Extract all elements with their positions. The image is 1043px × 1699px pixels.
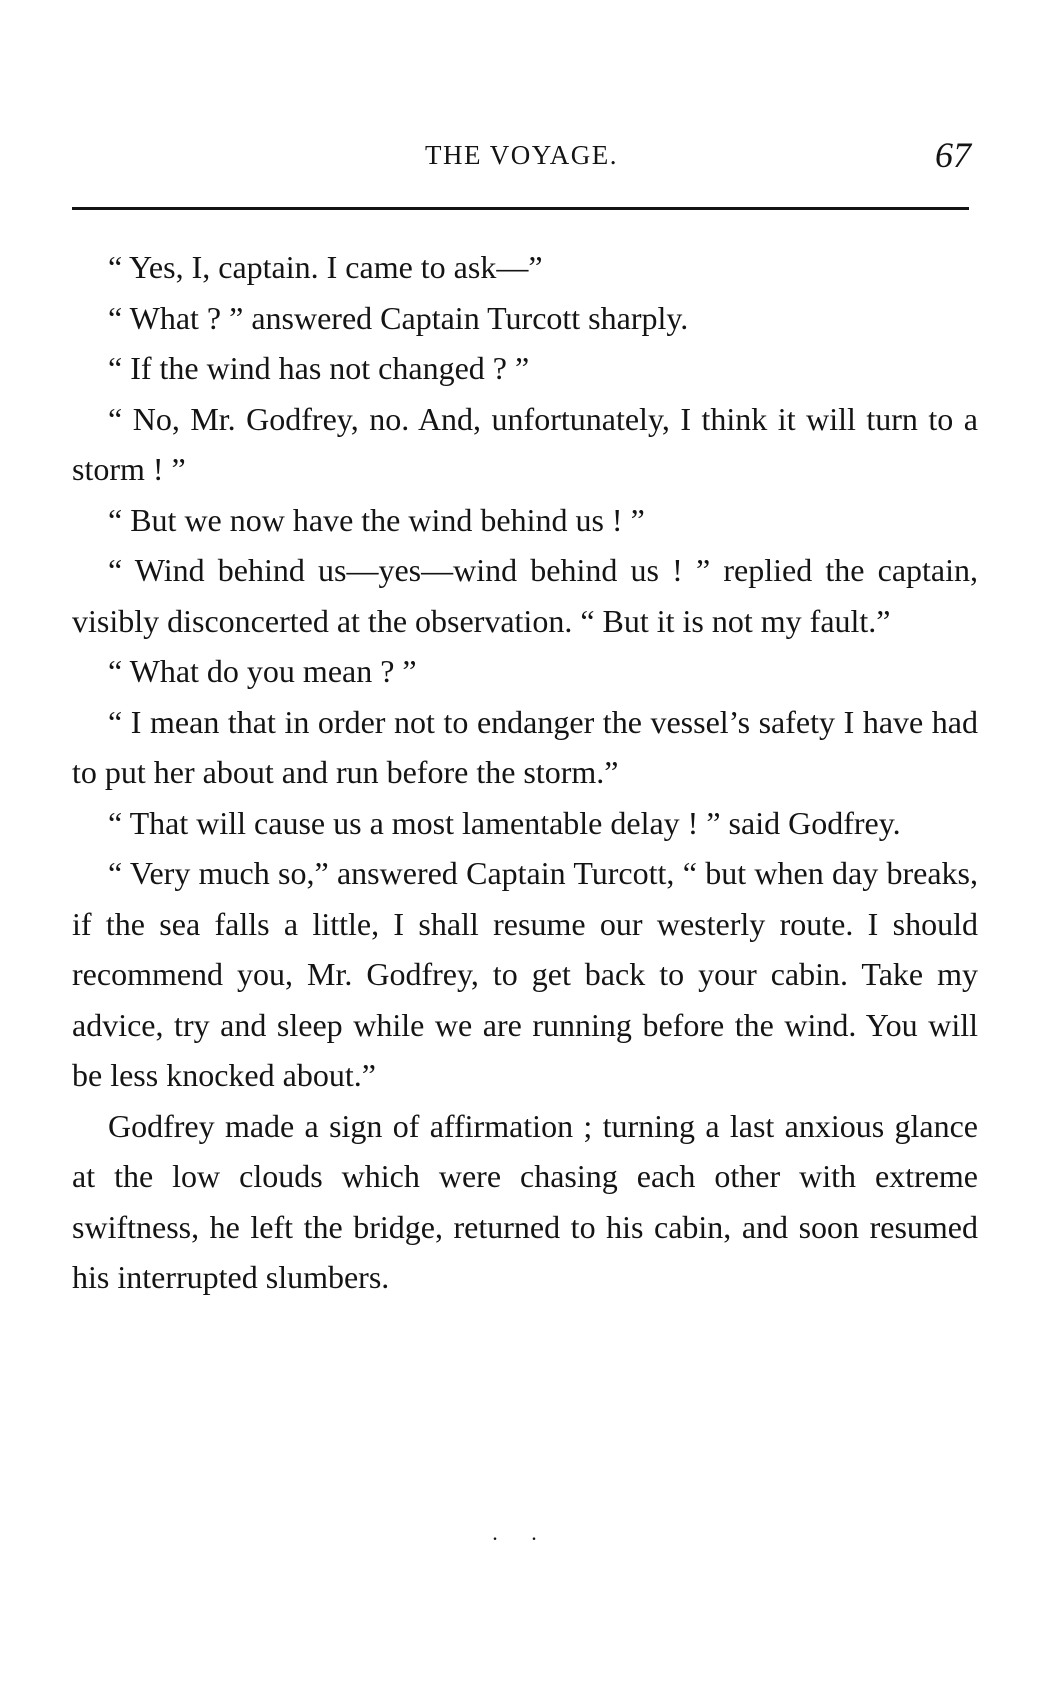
running-title: THE VOYAGE. (425, 140, 618, 170)
paragraph: “ Very much so,” answered Captain Turcott, “ but when day breaks, if the sea falls a little, I shall resume our westerly route. I should recommend you, Mr. Godfrey, to get back to your cabin. Take my advice, try and sleep while we are running before the wind. You will be less knocked about.” (72, 855, 978, 1093)
paragraph: “ What do you mean ? ” (108, 653, 417, 689)
section-ornament: . . (492, 1520, 551, 1545)
paragraph: “ But we now have the wind behind us ! ” (108, 501, 645, 538)
paragraph: “ If the wind has not changed ? ” (108, 350, 530, 386)
page-number: 67 (935, 135, 971, 175)
paragraph: Godfrey made a sign of affirmation ; turning a last anxious glance at the low clouds which were chasing each other with extreme swiftness, he left the bridge, returned to his cabin, and soon resumed his interrupted slumbers. (72, 1107, 978, 1295)
paragraph: “ No, Mr. Godfrey, no. And, unfortunately, I think it will turn to a storm ! ” (72, 400, 978, 487)
paragraph: “ Wind behind us—yes—wind behind us ! ” replied the captain, visibly disconcerted at the observation. “ But it is not my fault.” (72, 552, 978, 639)
header-rule (72, 207, 969, 210)
paragraph: “ Yes, I, captain. I came to ask—” (108, 249, 543, 285)
running-head (0, 135, 1043, 180)
body-text (72, 242, 978, 1303)
paragraph: “ That will cause us a most lamentable delay ! ” said Godfrey. (108, 804, 901, 841)
paragraph: “ What ? ” answered Captain Turcott sharply. (108, 299, 689, 336)
paragraph: “ I mean that in order not to endanger the vessel’s safety I have had to put her about and run before the storm.” (72, 703, 978, 790)
